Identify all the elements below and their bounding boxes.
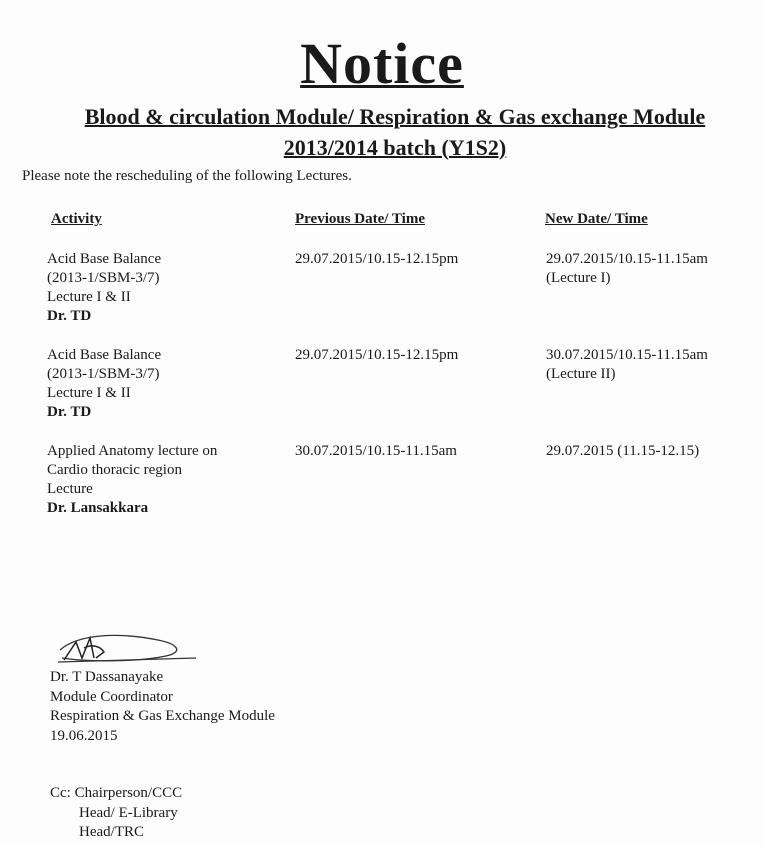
table-row-previous: 29.07.2015/10.15-12.15pm [295,251,459,267]
signatory-block [50,668,275,746]
lecturer-name: Dr. TD [47,404,92,420]
cc-recipient: Chairperson/CCC [74,785,183,801]
signature-date: 19.06.2015 [50,727,118,744]
column-header-activity: Activity [51,211,102,227]
notice-title: Notice [300,31,464,96]
notice-subtitle-batch: 2013/2014 batch (Y1S2) [283,135,507,160]
table-row-new: 29.07.2015 (11.15-12.15) [546,443,700,459]
table-row-new: 30.07.2015/10.15-11.15am (Lecture II) [546,347,708,382]
cc-recipient: Head/TRC [79,824,144,840]
table-row-previous: 30.07.2015/10.15-11.15am [295,443,457,459]
column-header-previous: Previous Date/ Time [295,211,425,227]
table-row-new: 29.07.2015/10.15-11.15am (Lecture I) [546,251,708,286]
handwritten-signature [48,628,208,672]
cc-label: Cc: [50,785,71,801]
intro-text: Please note the rescheduling of the following Lectures. [22,168,352,184]
column-header-new: New Date/ Time [545,211,648,227]
table-row-activity: Applied Anatomy lecture on Cardio thoracic region Lecture Dr. Lansakkara [47,443,218,516]
signatory-name: Dr. T Dassanayake [50,669,164,685]
signatory-role: Module Coordinator [50,688,173,705]
table-row-previous: 29.07.2015/10.15-12.15pm [295,347,459,363]
signatory-module: Respiration & Gas Exchange Module [50,708,275,724]
cc-recipient: Head/ E-Library [79,804,178,821]
table-row-activity: Acid Base Balance (2013-1/SBM-3/7) Lecture I & II Dr. TD [47,347,162,420]
notice-subtitle-modules: Blood & circulation Module/ Respiration & Gas exchange Module [84,104,706,129]
lecturer-name: Dr. TD [47,308,92,324]
cc-list [50,784,182,843]
lecturer-name: Dr. Lansakkara [47,500,149,516]
table-row-activity: Acid Base Balance (2013-1/SBM-3/7) Lecture I & II Dr. TD [47,251,162,324]
